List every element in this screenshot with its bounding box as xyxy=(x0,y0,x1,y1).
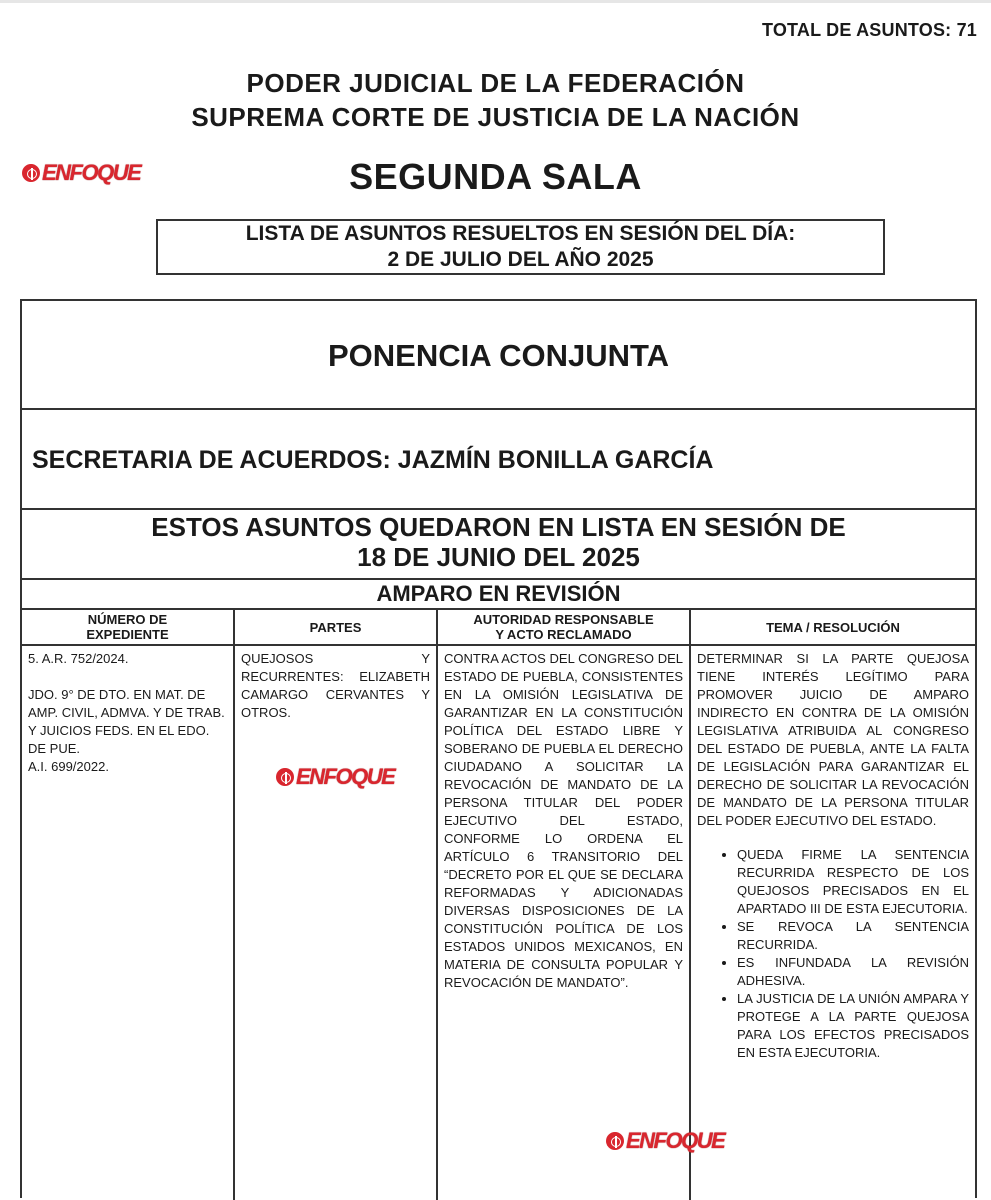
amparo-indirecto-number: A.I. 699/2022. xyxy=(28,759,109,774)
cell-expediente xyxy=(22,646,233,776)
header-numero-line2: EXPEDIENTE xyxy=(86,627,169,642)
cell-partes: QUEJOSOS Y RECURRENTES: ELIZABETH CAMARGO CERVANTES Y OTROS. xyxy=(241,651,430,720)
column-expediente xyxy=(22,610,235,1200)
session-list-title: LISTA DE ASUNTOS RESUELTOS EN SESIÓN DEL DÍA: xyxy=(245,222,796,245)
resolutivos-list xyxy=(697,846,969,1062)
column-tema xyxy=(691,610,975,1200)
lista-session-line1: ESTOS ASUNTOS QUEDARON EN LISTA EN SESIÓN DE xyxy=(151,512,846,542)
cases-table xyxy=(20,299,977,1198)
enfoque-wordmark: ENFOQUE xyxy=(626,1128,725,1153)
enfoque-watermark xyxy=(606,1128,724,1154)
lista-session-note xyxy=(22,510,975,580)
secretaria-label: SECRETARIA DE ACUERDOS: JAZMÍN BONILLA GARCÍA xyxy=(22,410,975,510)
header-numero-line1: NÚMERO DE xyxy=(87,612,168,627)
total-asuntos: TOTAL DE ASUNTOS: 71 xyxy=(761,20,977,40)
resolutivo-item: • ES INFUNDADA LA REVISIÓN ADHESIVA. xyxy=(737,954,969,990)
column-autoridad xyxy=(438,610,691,1200)
lista-session-line2: 18 DE JUNIO DEL 2025 xyxy=(357,542,640,572)
enfoque-wordmark: ENFOQUE xyxy=(296,764,395,789)
cell-autoridad: CONTRA ACTOS DEL CONGRESO DEL ESTADO DE PUEBLA, CONSISTENTES EN LA OMISIÓN LEGISLATIVA DE GARANTIZAR EN LA CONSTITUCIÓN POLÍTICA DEL ESTADO LIBRE Y SOBERANO DE PUEBLA EL DERECHO CIUDADANO A SOLICITAR LA REVOCACIÓN DE MANDATO DE LA PERSONA TITULAR DEL PODER EJECUTIVO DEL ESTADO, CONFORME LO ORDENA EL ARTÍCULO 6 TRANSITORIO DEL “DECRETO POR EL QUE SE DECLARA REFORMADAS Y ADICIONADAS DIVERSAS DISPOSICIONES DE LA CONSTITUCIÓN POLÍTICA DE LOS ESTADOS UNIDOS MEXICANOS, EN MATERIA DE CONSULTA POPULAR Y REVOCACIÓN DE MANDATO”. xyxy=(444,651,683,990)
top-divider xyxy=(0,0,991,3)
resolutivo-item: • SE REVOCA LA SENTENCIA RECURRIDA. xyxy=(737,918,969,954)
header-autoridad-line2: Y ACTO RECLAMADO xyxy=(495,627,632,642)
juzgado-origen: JDO. 9° DE DTO. EN MAT. DE AMP. CIVIL, ADMVA. Y DE TRAB. Y JUICIOS FEDS. EN EL EDO. DE PUE. xyxy=(28,687,225,756)
column-partes xyxy=(235,610,438,1200)
session-date-box xyxy=(156,219,885,275)
globe-icon xyxy=(606,1132,624,1150)
session-date: 2 DE JULIO DEL AÑO 2025 xyxy=(387,248,654,271)
globe-icon xyxy=(276,768,294,786)
resolutivo-item: • LA JUSTICIA DE LA UNIÓN AMPARA Y PROTEGE A LA PARTE QUEJOSA PARA LOS EFECTOS PRECISADOS EN ESTA EJECUTORIA. xyxy=(737,990,969,1062)
enfoque-watermark xyxy=(22,160,140,186)
header-autoridad-line1: AUTORIDAD RESPONSABLE xyxy=(473,612,654,627)
header-partes: PARTES xyxy=(235,610,436,646)
header-segunda-sala: SEGUNDA SALA xyxy=(349,156,642,197)
materia-title: AMPARO EN REVISIÓN xyxy=(22,580,975,610)
tema-text: DETERMINAR SI LA PARTE QUEJOSA TIENE INTERÉS LEGÍTIMO PARA PROMOVER JUICIO DE AMPARO INDIRECTO EN CONTRA DE LA OMISIÓN LEGISLATIVA ATRIBUIDA AL CONGRESO DEL ESTADO DE PUEBLA, ANTE LA FALTA DE LEGISLACIÓN PARA GARANTIZAR EL DERECHO DE SOLICITAR LA REVOCACIÓN DE MANDATO DE LA PERSONA TITULAR DEL PODER EJECUTIVO DEL ESTADO. xyxy=(697,651,969,828)
table-row xyxy=(22,610,975,1200)
header-numero-expediente xyxy=(22,610,233,646)
globe-icon xyxy=(22,164,40,182)
enfoque-watermark xyxy=(276,764,394,790)
header-suprema-corte: SUPREMA CORTE DE JUSTICIA DE LA NACIÓN xyxy=(191,102,800,132)
cell-tema xyxy=(691,646,975,1062)
resolutivo-item: • QUEDA FIRME LA SENTENCIA RECURRIDA RESPECTO DE LOS QUEJOSOS PRECISADOS EN EL APARTADO III DE ESTA EJECUTORIA. xyxy=(737,846,969,918)
ponencia-title: PONENCIA CONJUNTA xyxy=(22,301,975,410)
header-autoridad xyxy=(438,610,689,646)
header-poder-judicial: PODER JUDICIAL DE LA FEDERACIÓN xyxy=(246,68,745,98)
expediente-number: 5. A.R. 752/2024. xyxy=(28,651,129,666)
enfoque-wordmark: ENFOQUE xyxy=(42,160,141,185)
header-tema: TEMA / RESOLUCIÓN xyxy=(691,610,975,646)
